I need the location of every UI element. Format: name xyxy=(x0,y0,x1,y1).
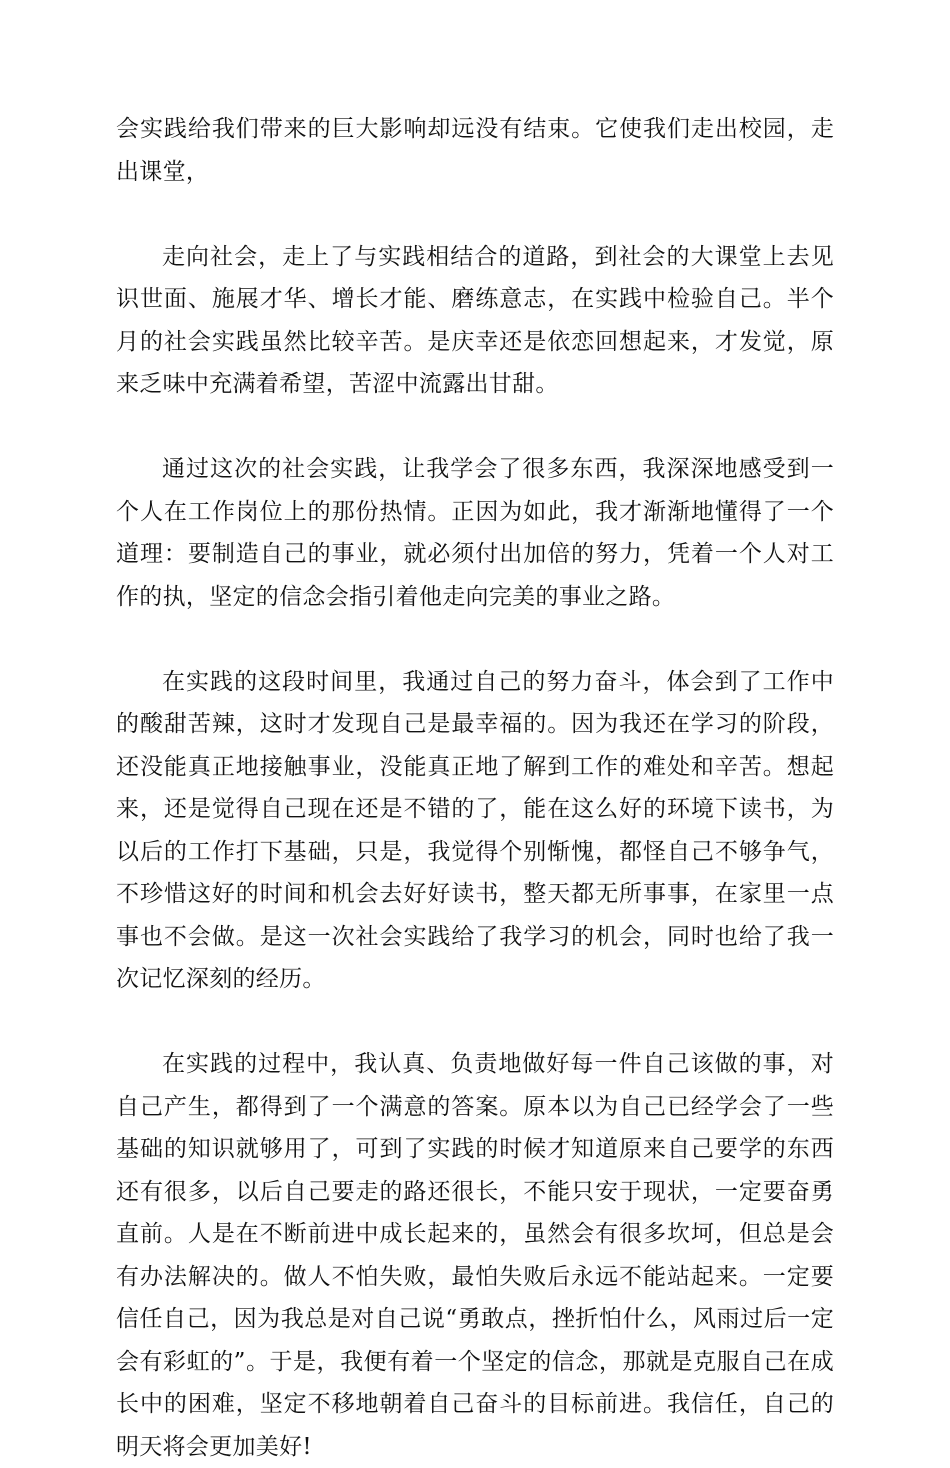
paragraph: 在实践的过程中，我认真、负责地做好每一件自己该做的事，对自己产生，都得到了一个满意的答案。原本以为自己已经学会了一些基础的知识就够用了，可到了实践的时候才知道原来自己要学的东西还有很多，以后自己要走的路还很长，不能只安于现状，一定要奋勇直前。人是在不断前进中成长起来的，虽然会有很多坎坷，但总是会有办法解决的。做人不怕失败，最怕失败后永远不能站起来。一定要信任自己，因为我总是对自己说“勇敢点，挫折怕什么，风雨过后一定会有彩虹的”。于是，我便有着一个坚定的信念，那就是克服自己在成长中的困难，坚定不移地朝着自己奋斗的目标前进。我信任，自己的明天将会更加美好! xyxy=(116,1051,834,1460)
paragraph: 通过这次的社会实践，让我学会了很多东西，我深深地感受到一个人在工作岗位上的那份热情。正因为如此，我才渐渐地懂得了一个道理：要制造自己的事业，就必须付出加倍的努力，凭着一个人对工作的执，坚定的信念会指引着他走向完美的事业之路。 xyxy=(116,456,834,610)
document-body xyxy=(116,108,834,1468)
paragraph: 走向社会，走上了与实践相结合的道路，到社会的大课堂上去见识世面、施展才华、增长才能、磨练意志，在实践中检验自己。半个月的社会实践虽然比较辛苦。是庆幸还是依恋回想起来，才发觉，原来乏味中充满着希望，苦涩中流露出甘甜。 xyxy=(116,243,834,397)
paragraph: 会实践给我们带来的巨大影响却远没有结束。它使我们走出校园，走出课堂， xyxy=(116,116,834,185)
paragraph: 在实践的这段时间里，我通过自己的努力奋斗，体会到了工作中的酸甜苦辣，这时才发现自己是最幸福的。因为我还在学习的阶段，还没能真正地接触事业，没能真正地了解到工作的难处和辛苦。想起来，还是觉得自己现在还是不错的了，能在这么好的环境下读书，为以后的工作打下基础，只是，我觉得个别惭愧，都怪自己不够争气，不珍惜这好的时间和机会去好好读书，整天都无所事事，在家里一点事也不会做。是这一次社会实践给了我学习的机会，同时也给了我一次记忆深刻的经历。 xyxy=(116,668,834,992)
